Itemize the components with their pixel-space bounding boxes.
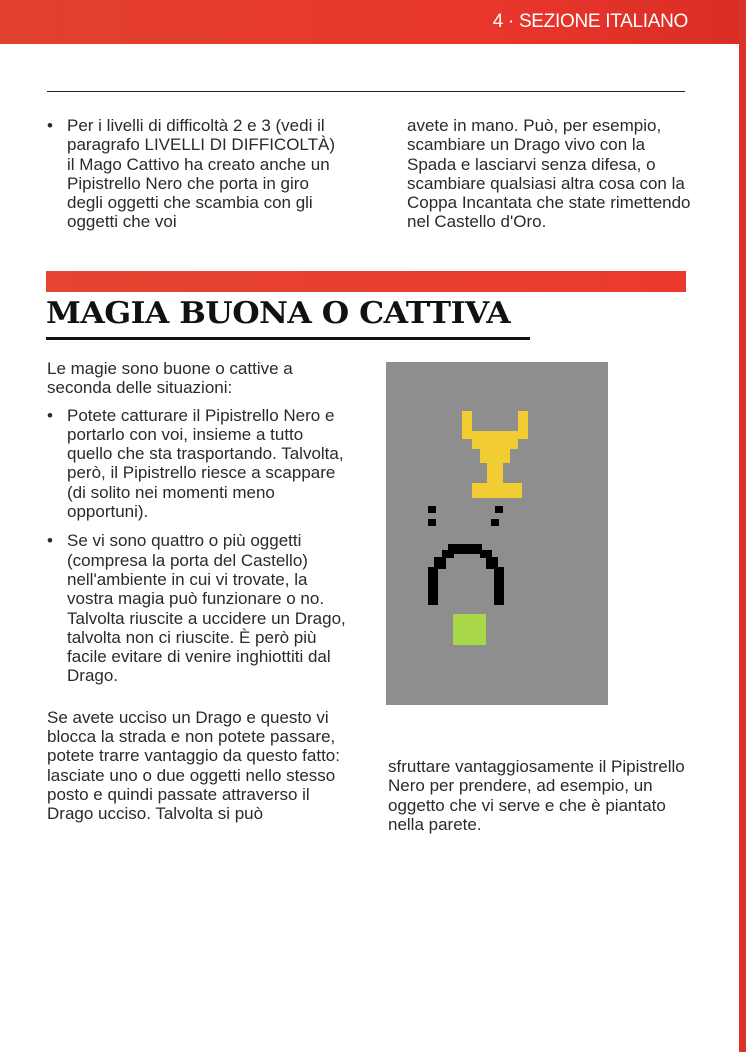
top-divider <box>47 91 685 92</box>
section-left-column <box>47 359 352 824</box>
section-bullet-1: • Potete catturare il Pipistrello Nero e portarlo con voi, insieme a tutto quello che sta trasportando. Talvolta, però, il Pipistrello riesce a scappare (di solito nei momenti meno opportuni). <box>47 406 352 522</box>
section-title: MAGIA BUONA O CATTIVA <box>46 296 511 331</box>
bat-icon <box>428 506 504 605</box>
game-screenshot <box>386 362 608 705</box>
section-label: 4 · SEZIONE ITALIANO <box>492 11 688 32</box>
intro-bullet: • Per i livelli di difficoltà 2 e 3 (vedi il paragrafo LIVELLI DI DIFFICOLTÀ) il Mago Cattivo ha creato anche un Pipistrello Nero che porta in giro degli oggetti che scambia con gli oggetti che voi <box>47 116 347 232</box>
chalice-icon <box>462 411 528 498</box>
title-underline <box>46 337 530 340</box>
section-bullet-2: • Se vi sono quattro o più oggetti (compresa la porta del Castello) nell'ambiente in cui vi trovate, la vostra magia può funzionare o no. Talvolta riuscite a uccidere un Drago, talvolta non ci riuscite. È però più facile evitare di venire inghiottiti dal Drago. <box>47 531 352 685</box>
intro-right-column <box>407 116 692 232</box>
intro-continuation: avete in mano. Può, per esempio, scambiare un Drago vivo con la Spada e lasciarvi senza difesa, o scambiare qualsiasi altra cosa con la Coppa Incantata che state rimettendo nel Castello d'Oro. <box>407 116 691 232</box>
intro-left-column <box>47 116 347 242</box>
section-lead: Le magie sono buone o cattive a seconda delle situazioni: <box>47 359 293 398</box>
player-square-icon <box>453 614 486 645</box>
page-edge-strip <box>739 0 746 1052</box>
closing-left-paragraph: Se avete ucciso un Drago e questo vi blocca la strada e non potete passare, potete trarre vantaggio da questo fatto: lasciate uno o due oggetti nello stesso posto e quindi passate attraverso il Drago ucciso. Talvolta si può <box>47 707 340 824</box>
section-red-band <box>46 271 686 292</box>
header-bar <box>0 0 746 44</box>
closing-right-paragraph: sfruttare vantaggiosamente il Pipistrello Nero per prendere, ad esempio, un oggetto che vi serve e che è piantato nella parete. <box>388 757 685 834</box>
game-scene-drawing <box>386 362 608 705</box>
section-right-column <box>388 757 693 834</box>
